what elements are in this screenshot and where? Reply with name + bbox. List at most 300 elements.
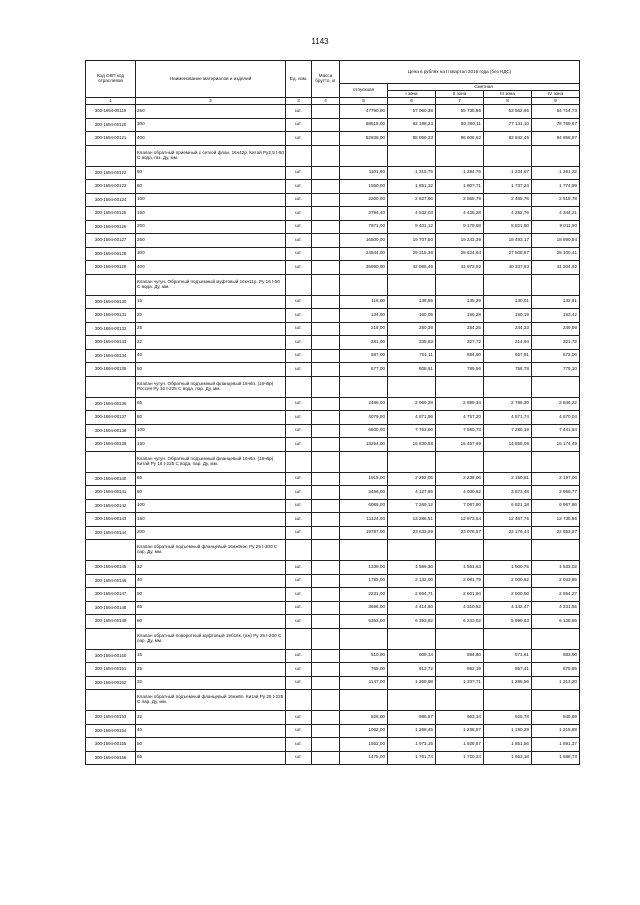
code-cell: 300-1694-00121 — [86, 132, 136, 146]
table-row — [86, 220, 580, 234]
empty-cell — [312, 690, 340, 711]
zone3-price-cell: 857,41 — [484, 663, 532, 677]
release-price-cell: 1785,00 — [340, 574, 388, 588]
empty-cell — [388, 690, 436, 711]
unit-cell: шт. — [286, 676, 312, 690]
zone2-price-cell: 1 807,71 — [436, 180, 484, 194]
column-number: 8 — [484, 98, 532, 105]
table-row — [86, 180, 580, 194]
zone4-price-cell: 1 688,73 — [532, 751, 580, 765]
empty-cell — [436, 628, 484, 649]
unit-cell: шт. — [286, 397, 312, 411]
unit-cell: шт. — [286, 649, 312, 663]
code-cell: 300-1694-00148 — [86, 601, 136, 615]
zone3-price-cell: 53 562,95 — [484, 105, 532, 119]
release-price-cell: 1101,60 — [340, 166, 388, 180]
empty-cell — [484, 376, 532, 397]
table-row — [86, 424, 580, 438]
zone3-price-cell: 92 842,45 — [484, 132, 532, 146]
table-row — [86, 363, 580, 377]
unit-cell: шт. — [286, 411, 312, 425]
zone3-price-cell: 2 786,30 — [484, 397, 532, 411]
mass-cell — [312, 261, 340, 275]
zone3-price-cell: 4 252,76 — [484, 207, 532, 221]
mass-cell — [312, 234, 340, 248]
name-cell: 50 — [136, 588, 286, 602]
zone1-price-cell: 6 393,62 — [388, 615, 436, 629]
empty-cell — [312, 451, 340, 472]
zone1-price-cell: 29 315,36 — [388, 247, 436, 261]
code-cell — [86, 145, 136, 166]
release-price-cell: 2231,00 — [340, 588, 388, 602]
zone4-price-cell: 2 043,65 — [532, 574, 580, 588]
zone2-price-cell: 23 076,57 — [436, 526, 484, 540]
zone4-price-cell: 1 891,37 — [532, 738, 580, 752]
name-cell: 40 — [136, 349, 286, 363]
name-cell: 100 — [136, 424, 286, 438]
mass-cell — [312, 472, 340, 486]
zone1-price-cell: 13 286,51 — [388, 513, 436, 527]
unit-cell: шт. — [286, 322, 312, 336]
column-number: 6 — [388, 98, 436, 105]
name-cell: 32 — [136, 336, 286, 350]
unit-cell: шт. — [286, 207, 312, 221]
mass-cell — [312, 322, 340, 336]
table-row — [86, 615, 580, 629]
release-price-cell: 35990,00 — [340, 261, 388, 275]
zone2-price-cell: 7 097,90 — [436, 499, 484, 513]
zone1-price-cell: 82 198,23 — [388, 118, 436, 132]
group-header-row — [86, 274, 580, 295]
group-name-cell: Клапан обратный приемный с сеткой флан. 16ч42р. Китай Ру2,5 t-50 С вода, газ. Ду, мм. — [136, 145, 286, 166]
column-number: 3 — [286, 98, 312, 105]
zone2-price-cell: 2 601,94 — [436, 588, 484, 602]
zone1-price-cell: 1 851,32 — [388, 180, 436, 194]
table-row — [86, 724, 580, 738]
empty-cell — [388, 540, 436, 561]
code-cell: 300-1694-00154 — [86, 724, 136, 738]
zone3-price-cell: 4 571,74 — [484, 411, 532, 425]
zone4-price-cell: 249,59 — [532, 322, 580, 336]
table-row — [86, 601, 580, 615]
zone2-price-cell: 135,29 — [436, 295, 484, 309]
mass-cell — [312, 424, 340, 438]
zone1-price-cell: 4 414,50 — [388, 601, 436, 615]
code-cell: 300-1694-00135 — [86, 363, 136, 377]
zone4-price-cell: 583,90 — [532, 649, 580, 663]
zone1-price-cell: 2 627,66 — [388, 193, 436, 207]
code-cell: 300-1694-00142 — [86, 499, 136, 513]
zone1-price-cell: 7 269,12 — [388, 499, 436, 513]
column-number: 2 — [136, 98, 286, 105]
group-header-row — [86, 628, 580, 649]
empty-cell — [484, 274, 532, 295]
zone2-price-cell: 892,19 — [436, 663, 484, 677]
empty-cell — [532, 145, 580, 166]
group-name-cell: Клапан чугун. Обратный подъемный фланцевый 16ч6п. (16ч6р) Китай Ру 16 t-225 С вода, пар. Ду, мм. — [136, 451, 286, 472]
zone4-price-cell: 2 197,06 — [532, 472, 580, 486]
zone2-price-cell: 594,80 — [436, 649, 484, 663]
mass-cell — [312, 118, 340, 132]
header-estimate: Сметная — [388, 84, 580, 91]
unit-cell: шт. — [286, 588, 312, 602]
empty-cell — [436, 451, 484, 472]
zone3-price-cell: 2 465,76 — [484, 193, 532, 207]
zone1-price-cell: 4 127,85 — [388, 486, 436, 500]
release-price-cell: 16500,00 — [340, 234, 388, 248]
code-cell: 300-1694-00140 — [86, 472, 136, 486]
zone4-price-cell: 15 174,49 — [532, 438, 580, 452]
name-cell: 200 — [136, 220, 286, 234]
release-price-cell: 4079,00 — [340, 411, 388, 425]
name-cell: 65 — [136, 472, 286, 486]
release-price-cell: 1475,00 — [340, 751, 388, 765]
code-cell: 300-1694-00127 — [86, 234, 136, 248]
zone3-price-cell: 925,78 — [484, 711, 532, 725]
zone4-price-cell: 153,42 — [532, 309, 580, 323]
zone2-price-cell: 80 260,11 — [436, 118, 484, 132]
code-cell: 300-1694-00122 — [86, 166, 136, 180]
zone2-price-cell: 6 243,02 — [436, 615, 484, 629]
mass-cell — [312, 207, 340, 221]
zone1-price-cell: 1 268,45 — [388, 724, 436, 738]
zone4-price-cell: 7 441,84 — [532, 424, 580, 438]
group-header-row — [86, 690, 580, 711]
header-mass: Масса брутто, кг — [312, 61, 340, 98]
zone3-price-cell: 130,01 — [484, 295, 532, 309]
header-zone: III зона — [484, 91, 532, 98]
unit-cell: шт. — [286, 526, 312, 540]
column-number: 7 — [436, 98, 484, 105]
zone1-price-cell: 2 292,05 — [388, 472, 436, 486]
name-cell: 15 — [136, 295, 286, 309]
zone1-price-cell: 4 871,96 — [388, 411, 436, 425]
zone3-price-cell: 1 737,24 — [484, 180, 532, 194]
release-price-cell: 826,00 — [340, 711, 388, 725]
column-number: 4 — [312, 98, 340, 105]
mass-cell — [312, 193, 340, 207]
table-row — [86, 526, 580, 540]
empty-cell — [388, 628, 436, 649]
header-release: отпускная — [340, 84, 388, 98]
table-row — [86, 105, 580, 119]
code-cell: 300-1694-00156 — [86, 751, 136, 765]
zone3-price-cell: 314,94 — [484, 336, 532, 350]
group-header-row — [86, 451, 580, 472]
zone4-price-cell: 132,81 — [532, 295, 580, 309]
table-row — [86, 486, 580, 500]
empty-cell — [484, 540, 532, 561]
empty-cell — [532, 274, 580, 295]
unit-cell: шт. — [286, 105, 312, 119]
zone3-price-cell: 1 500,75 — [484, 561, 532, 575]
zone1-price-cell: 1 599,30 — [388, 561, 436, 575]
zone2-price-cell: 9 179,68 — [436, 220, 484, 234]
table-row — [86, 663, 580, 677]
release-price-cell: 6500,00 — [340, 424, 388, 438]
zone2-price-cell: 2 899,34 — [436, 397, 484, 411]
table-row — [86, 247, 580, 261]
mass-cell — [312, 663, 340, 677]
zone2-price-cell: 1 720,24 — [436, 751, 484, 765]
table-row — [86, 295, 580, 309]
unit-cell: шт. — [286, 363, 312, 377]
code-cell: 300-1694-00128 — [86, 247, 136, 261]
unit-cell: шт. — [286, 336, 312, 350]
code-cell: 300-1694-00125 — [86, 207, 136, 221]
mass-cell — [312, 363, 340, 377]
zone3-price-cell: 40 337,53 — [484, 261, 532, 275]
zone4-price-cell: 1 215,88 — [532, 724, 580, 738]
zone1-price-cell: 15 830,58 — [388, 438, 436, 452]
zone3-price-cell: 1 851,56 — [484, 738, 532, 752]
release-price-cell: 1339,00 — [340, 561, 388, 575]
group-header-row — [86, 145, 580, 166]
release-price-cell: 1062,00 — [340, 724, 388, 738]
zone4-price-cell: 3 956,77 — [532, 486, 580, 500]
zone1-price-cell: 7 763,60 — [388, 424, 436, 438]
zone2-price-cell: 789,56 — [436, 363, 484, 377]
empty-cell — [286, 376, 312, 397]
zone2-price-cell: 2 081,79 — [436, 574, 484, 588]
release-price-cell: 2486,00 — [340, 397, 388, 411]
zone2-price-cell: 28 624,84 — [436, 247, 484, 261]
release-price-cell: 134,00 — [340, 309, 388, 323]
code-cell: 300-1694-00126 — [86, 220, 136, 234]
table-row — [86, 574, 580, 588]
empty-cell — [532, 376, 580, 397]
header-row — [86, 61, 580, 84]
zone2-price-cell: 1 561,63 — [436, 561, 484, 575]
name-cell: 150 — [136, 207, 286, 221]
code-cell: 300-1694-00145 — [86, 561, 136, 575]
release-price-cell: 281,00 — [340, 336, 388, 350]
name-cell: 20 — [136, 309, 286, 323]
release-price-cell: 3456,00 — [340, 486, 388, 500]
code-cell: 300-1694-00123 — [86, 180, 136, 194]
mass-cell — [312, 336, 340, 350]
zone1-price-cell: 1 973,15 — [388, 738, 436, 752]
zone1-price-cell: 808,61 — [388, 363, 436, 377]
table-row — [86, 193, 580, 207]
zone4-price-cell: 54 714,73 — [532, 105, 580, 119]
zone1-price-cell: 986,57 — [388, 711, 436, 725]
zone4-price-cell: 4 231,55 — [532, 601, 580, 615]
unit-cell: шт. — [286, 220, 312, 234]
code-cell: 300-1694-00120 — [86, 118, 136, 132]
table-row — [86, 132, 580, 146]
zone2-price-cell: 2 565,79 — [436, 193, 484, 207]
name-cell: 100 — [136, 193, 286, 207]
unit-cell: шт. — [286, 247, 312, 261]
zone2-price-cell: 4 310,52 — [436, 601, 484, 615]
zone1-price-cell: 9 401,12 — [388, 220, 436, 234]
empty-cell — [388, 145, 436, 166]
zone4-price-cell: 12 735,86 — [532, 513, 580, 527]
code-cell: 300-1694-00149 — [86, 615, 136, 629]
unit-cell: шт. — [286, 166, 312, 180]
unit-cell: шт. — [286, 711, 312, 725]
code-cell: 300-1694-00131 — [86, 309, 136, 323]
header-zone: I зона — [388, 91, 436, 98]
zone4-price-cell: 672,06 — [532, 349, 580, 363]
empty-cell — [388, 376, 436, 397]
zone2-price-cell: 96 606,62 — [436, 132, 484, 146]
code-cell: 300-1694-00146 — [86, 574, 136, 588]
header-unit: Ед. изм. — [286, 61, 312, 98]
zone4-price-cell: 94 858,97 — [532, 132, 580, 146]
mass-cell — [312, 588, 340, 602]
empty-cell — [436, 690, 484, 711]
release-price-cell: 1652,00 — [340, 738, 388, 752]
code-cell: 300-1694-00155 — [86, 738, 136, 752]
zone1-price-cell: 1 315,75 — [388, 166, 436, 180]
empty-cell — [388, 274, 436, 295]
table-row — [86, 322, 580, 336]
table-row — [86, 472, 580, 486]
table-row — [86, 676, 580, 690]
empty-cell — [436, 145, 484, 166]
zone2-price-cell: 1 926,67 — [436, 738, 484, 752]
mass-cell — [312, 499, 340, 513]
release-price-cell: 68518,00 — [340, 118, 388, 132]
zone3-price-cell: 758,78 — [484, 363, 532, 377]
table-row — [86, 649, 580, 663]
zone4-price-cell: 945,69 — [532, 711, 580, 725]
zone4-price-cell: 2 846,22 — [532, 397, 580, 411]
table-row — [86, 513, 580, 527]
mass-cell — [312, 561, 340, 575]
zone1-price-cell: 138,55 — [388, 295, 436, 309]
zone2-price-cell: 1 238,57 — [436, 724, 484, 738]
name-cell: 300 — [136, 247, 286, 261]
zone3-price-cell: 4 142,47 — [484, 601, 532, 615]
table-row — [86, 309, 580, 323]
unit-cell: шт. — [286, 601, 312, 615]
unit-cell: шт. — [286, 349, 312, 363]
name-cell: 50 — [136, 363, 286, 377]
zone1-price-cell: 913,72 — [388, 663, 436, 677]
code-cell: 300-1694-00143 — [86, 513, 136, 527]
mass-cell — [312, 397, 340, 411]
mass-cell — [312, 601, 340, 615]
code-cell: 300-1694-00147 — [86, 588, 136, 602]
name-cell: 25 — [136, 663, 286, 677]
zone2-price-cell: 4 030,62 — [436, 486, 484, 500]
name-cell: 65 — [136, 397, 286, 411]
mass-cell — [312, 166, 340, 180]
empty-cell — [532, 690, 580, 711]
mass-cell — [312, 513, 340, 527]
unit-cell: шт. — [286, 574, 312, 588]
mass-cell — [312, 349, 340, 363]
zone1-price-cell: 57 060,38 — [388, 105, 436, 119]
zone4-price-cell: 1 533,02 — [532, 561, 580, 575]
name-cell: 65 — [136, 751, 286, 765]
mass-cell — [312, 751, 340, 765]
name-cell: 80 — [136, 180, 286, 194]
code-cell: 300-1694-00144 — [86, 526, 136, 540]
table-row — [86, 411, 580, 425]
empty-cell — [340, 376, 388, 397]
mass-cell — [312, 676, 340, 690]
zone2-price-cell: 4 757,20 — [436, 411, 484, 425]
empty-cell — [436, 274, 484, 295]
code-cell: 300-1694-00133 — [86, 336, 136, 350]
name-cell: 80 — [136, 411, 286, 425]
zone2-price-cell: 1 284,76 — [436, 166, 484, 180]
name-cell: 80 — [136, 486, 286, 500]
code-cell — [86, 451, 136, 472]
release-price-cell: 2200,00 — [340, 193, 388, 207]
release-price-cell: 116,00 — [340, 295, 388, 309]
zone3-price-cell: 7 285,19 — [484, 424, 532, 438]
name-cell: 50 — [136, 738, 286, 752]
code-cell — [86, 690, 136, 711]
table-row — [86, 711, 580, 725]
name-cell: 65 — [136, 601, 286, 615]
zone3-price-cell: 77 131,10 — [484, 118, 532, 132]
code-cell: 300-1694-00141 — [86, 486, 136, 500]
empty-cell — [340, 145, 388, 166]
empty-cell — [484, 628, 532, 649]
unit-cell: шт. — [286, 472, 312, 486]
table-row — [86, 166, 580, 180]
empty-cell — [312, 145, 340, 166]
name-cell: 400 — [136, 261, 286, 275]
empty-cell — [286, 451, 312, 472]
mass-cell — [312, 295, 340, 309]
price-table — [85, 60, 580, 765]
unit-cell: шт. — [286, 132, 312, 146]
zone4-price-cell: 6 967,86 — [532, 499, 580, 513]
zone3-price-cell: 14 855,06 — [484, 438, 532, 452]
zone3-price-cell: 3 873,48 — [484, 486, 532, 500]
code-cell — [86, 376, 136, 397]
mass-cell — [312, 526, 340, 540]
unit-cell: шт. — [286, 738, 312, 752]
zone1-price-cell: 42 986,46 — [388, 261, 436, 275]
table-row — [86, 336, 580, 350]
header-price-title: Цена в рублях на II квартал 2016 года (без НДС) — [340, 61, 580, 84]
zone2-price-cell: 55 735,86 — [436, 105, 484, 119]
code-cell — [86, 628, 136, 649]
column-number: 5 — [340, 98, 388, 105]
table-row — [86, 261, 580, 275]
zone4-price-cell: 4 344,21 — [532, 207, 580, 221]
zone2-price-cell: 4 425,28 — [436, 207, 484, 221]
name-cell: 200 — [136, 526, 286, 540]
code-cell: 300-1694-00139 — [86, 438, 136, 452]
group-name-cell: Клапан чугун. Обратный подъемный фланцевый 16ч6п. (16ч6р) Россия Ру 16 t-225 С вода, пар. Ду, мм. — [136, 376, 286, 397]
zone3-price-cell: 6 821,18 — [484, 499, 532, 513]
zone3-price-cell: 18 493,17 — [484, 234, 532, 248]
release-price-cell: 510,00 — [340, 649, 388, 663]
empty-cell — [286, 690, 312, 711]
zone2-price-cell: 15 457,69 — [436, 438, 484, 452]
zone1-price-cell: 2 664,71 — [388, 588, 436, 602]
mass-cell — [312, 180, 340, 194]
mass-cell — [312, 738, 340, 752]
zone3-price-cell: 12 467,75 — [484, 513, 532, 527]
code-cell: 300-1694-00152 — [86, 676, 136, 690]
empty-cell — [340, 274, 388, 295]
code-cell: 300-1694-00134 — [86, 349, 136, 363]
zone3-price-cell: 1 190,29 — [484, 724, 532, 738]
empty-cell — [532, 451, 580, 472]
unit-cell: шт. — [286, 309, 312, 323]
zone2-price-cell: 963,34 — [436, 711, 484, 725]
